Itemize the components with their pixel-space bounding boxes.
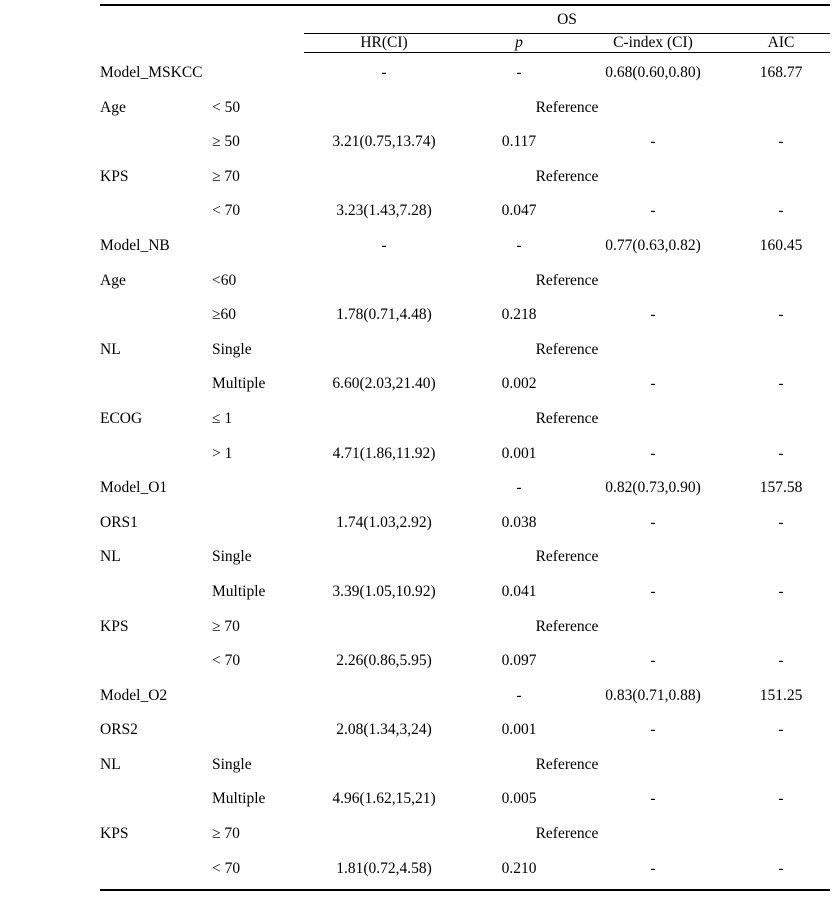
row-aic: 160.45 <box>759 236 803 254</box>
table-row <box>100 471 830 506</box>
row-variable: NL <box>100 340 121 358</box>
row-cindex: - <box>650 652 656 670</box>
row-cindex: - <box>650 306 656 324</box>
row-cindex: - <box>650 790 656 808</box>
row-p: 0.117 <box>501 133 537 151</box>
row-variable: Model_MSKCC <box>100 64 203 81</box>
row-cindex: 0.68(0.60,0.80) <box>605 64 701 81</box>
row-cindex: - <box>650 513 656 531</box>
row-reference: Reference <box>535 409 599 427</box>
row-p: 0.218 <box>501 306 537 324</box>
row-p: - <box>516 64 522 81</box>
row-variable: KPS <box>100 617 129 635</box>
row-level: ≥60 <box>212 306 237 324</box>
column-header-variable <box>100 34 212 53</box>
row-level: < 70 <box>212 202 241 220</box>
document-page <box>0 4 832 914</box>
row-cindex: - <box>650 375 656 393</box>
group-header-spacer-2 <box>212 6 304 34</box>
row-level <box>212 506 304 541</box>
row-aic: - <box>778 790 784 808</box>
row-level: ≥ 50 <box>212 133 240 151</box>
row-level: <60 <box>212 271 237 289</box>
table-row <box>100 91 830 126</box>
row-level: Multiple <box>212 790 266 808</box>
group-header-spacer <box>100 6 212 34</box>
row-p: 0.002 <box>501 375 537 393</box>
table-row <box>100 367 830 402</box>
row-hr: 6.60(2.03,21.40) <box>332 375 436 393</box>
column-header-cindex: C-index (CI) <box>574 34 732 53</box>
table-row <box>100 782 830 817</box>
table-row <box>100 125 830 160</box>
row-hr <box>304 679 464 714</box>
row-cindex: - <box>650 444 656 462</box>
table-row <box>100 540 830 575</box>
table-row <box>100 748 830 783</box>
row-reference: Reference <box>535 167 599 185</box>
row-level: Multiple <box>212 375 266 393</box>
row-aic: - <box>778 513 784 531</box>
row-reference: Reference <box>535 617 599 635</box>
table-bottom-rule <box>100 889 830 890</box>
row-variable: Age <box>100 98 126 116</box>
row-level: < 70 <box>212 652 241 670</box>
row-aic: 151.25 <box>759 686 803 704</box>
table-row <box>100 160 830 195</box>
group-header-os: OS <box>304 6 830 34</box>
row-level: ≥ 70 <box>212 825 240 843</box>
row-reference: Reference <box>535 340 599 358</box>
row-variable: ORS1 <box>100 513 138 531</box>
row-variable <box>100 367 212 402</box>
row-variable <box>100 644 212 679</box>
row-variable: NL <box>100 548 121 566</box>
row-level: ≥ 70 <box>212 617 240 635</box>
row-aic: - <box>778 652 784 670</box>
row-variable <box>100 575 212 610</box>
row-cindex: - <box>650 721 656 739</box>
row-cindex: - <box>650 202 656 220</box>
row-level <box>212 679 304 714</box>
table-row <box>100 644 830 679</box>
row-reference: Reference <box>535 98 599 116</box>
row-reference: Reference <box>535 825 599 843</box>
table-row <box>100 852 830 887</box>
row-hr: 2.26(0.86,5.95) <box>336 652 432 670</box>
row-variable: KPS <box>100 167 129 185</box>
row-hr: 3.39(1.05,10.92) <box>332 582 436 600</box>
row-variable: ORS2 <box>100 721 138 739</box>
results-table <box>100 4 830 891</box>
row-level <box>212 713 304 748</box>
row-variable: Model_O2 <box>100 686 168 704</box>
row-aic: - <box>778 202 784 220</box>
table-row <box>100 437 830 472</box>
row-aic: - <box>778 444 784 462</box>
row-level: Single <box>212 548 252 566</box>
column-header-row <box>100 34 830 53</box>
row-level: < 70 <box>212 859 241 877</box>
table-row <box>100 194 830 229</box>
row-variable <box>100 437 212 472</box>
row-hr: 3.23(1.43,7.28) <box>336 202 432 220</box>
row-aic: 168.77 <box>759 64 803 81</box>
row-aic: - <box>778 133 784 151</box>
table-row <box>100 229 830 264</box>
row-p: 0.210 <box>501 859 537 877</box>
row-reference: Reference <box>535 755 599 773</box>
row-cindex: - <box>650 582 656 600</box>
row-variable: NL <box>100 755 121 773</box>
row-aic: - <box>778 375 784 393</box>
row-hr: 1.78(0.71,4.48) <box>336 306 432 324</box>
row-variable <box>100 298 212 333</box>
row-hr: 4.96(1.62,15,21) <box>332 790 436 808</box>
table-row <box>100 679 830 714</box>
row-p: 0.038 <box>501 513 537 531</box>
table-row <box>100 56 830 91</box>
row-p: - <box>516 686 522 704</box>
row-aic: - <box>778 859 784 877</box>
row-reference: Reference <box>535 271 599 289</box>
column-header-level <box>212 34 304 53</box>
row-cindex: - <box>650 859 656 877</box>
row-p: 0.001 <box>501 721 537 739</box>
row-p: - <box>516 236 522 254</box>
row-aic: 157.58 <box>759 479 803 497</box>
table-row <box>100 264 830 299</box>
row-hr: 4.71(1.86,11.92) <box>332 444 436 462</box>
row-hr: 3.21(0.75,13.74) <box>332 133 436 151</box>
row-cindex: 0.77(0.63,0.82) <box>605 236 701 254</box>
row-variable: KPS <box>100 825 129 843</box>
row-p: 0.005 <box>501 790 537 808</box>
row-reference: Reference <box>535 548 599 566</box>
row-level: ≤ 1 <box>212 409 233 427</box>
row-hr: - <box>381 64 387 81</box>
row-variable: Model_NB <box>100 236 170 254</box>
row-variable: ECOG <box>100 409 143 427</box>
row-level <box>212 56 304 91</box>
row-aic: - <box>778 306 784 324</box>
row-p: 0.041 <box>501 582 537 600</box>
row-variable: Age <box>100 271 126 289</box>
table-row <box>100 610 830 645</box>
row-level: Single <box>212 340 252 358</box>
row-p: 0.001 <box>501 444 537 462</box>
row-hr: 1.74(1.03,2.92) <box>336 513 432 531</box>
column-header-p: p <box>464 34 574 53</box>
table-row <box>100 506 830 541</box>
group-header-row <box>100 6 830 34</box>
row-variable <box>100 782 212 817</box>
row-variable: Model_O1 <box>100 479 168 497</box>
table-row <box>100 575 830 610</box>
row-variable <box>100 125 212 160</box>
row-p: 0.097 <box>501 652 537 670</box>
column-header-hr: HR(CI) <box>304 34 464 53</box>
row-level: > 1 <box>212 444 233 462</box>
table-body <box>100 5 830 890</box>
table-row <box>100 298 830 333</box>
row-p: 0.047 <box>501 202 537 220</box>
row-hr: - <box>381 236 387 254</box>
row-hr: 2.08(1.34,3,24) <box>336 721 432 739</box>
row-level: < 50 <box>212 98 241 116</box>
row-level <box>212 471 304 506</box>
row-aic: - <box>778 582 784 600</box>
row-level <box>212 229 304 264</box>
row-cindex: 0.82(0.73,0.90) <box>605 479 701 497</box>
row-level: ≥ 70 <box>212 167 240 185</box>
table-row <box>100 713 830 748</box>
row-variable <box>100 194 212 229</box>
row-hr: 1.81(0.72,4.58) <box>336 859 432 877</box>
row-level: Multiple <box>212 582 266 600</box>
row-variable <box>100 852 212 887</box>
column-header-aic: AIC <box>732 34 830 53</box>
row-cindex: - <box>650 133 656 151</box>
table-row <box>100 402 830 437</box>
row-p: - <box>516 479 522 497</box>
row-level: Single <box>212 755 252 773</box>
table-row <box>100 333 830 368</box>
table-row <box>100 817 830 852</box>
row-aic: - <box>778 721 784 739</box>
row-cindex: 0.83(0.71,0.88) <box>605 686 701 704</box>
row-hr <box>304 471 464 506</box>
